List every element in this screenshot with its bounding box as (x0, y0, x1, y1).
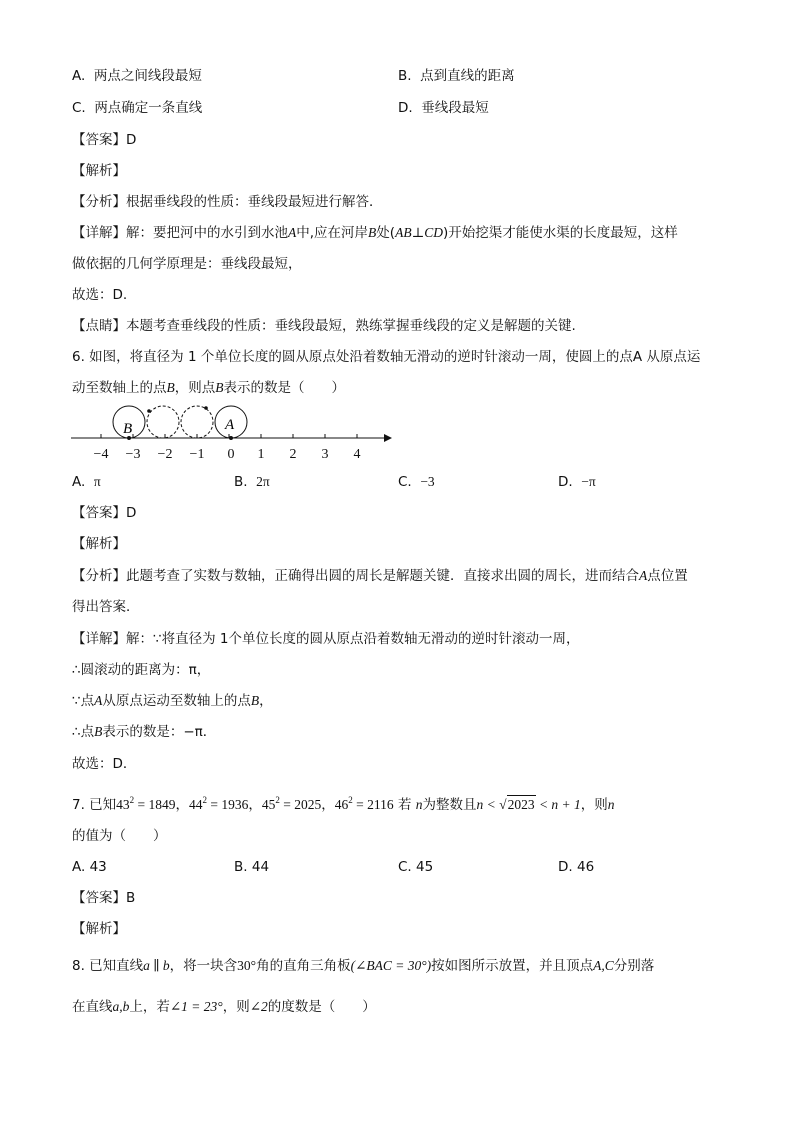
circle-rolling-2 (147, 406, 179, 438)
q5-answer: 【答案】D (72, 132, 137, 148)
q6-analysis-line-1 (72, 567, 688, 585)
math-var: n (415, 797, 423, 812)
sep: ， (175, 797, 190, 813)
circle-rolling-1 (181, 406, 213, 438)
text: ， (259, 693, 273, 709)
math-eq (116, 797, 175, 812)
q5-comment: 【点睛】本题考查垂线段的性质：垂线段最短，熟练掌握垂线段的定义是解题的关键. (72, 318, 576, 334)
tick-label: 1 (257, 447, 265, 462)
option-text: 垂线段最短 (421, 100, 489, 116)
text: ，则 (222, 999, 250, 1015)
base: 43 (116, 797, 130, 812)
text: ∴点 (72, 724, 95, 740)
q5-detail-line-1 (72, 224, 678, 242)
tick-label: −3 (125, 447, 141, 462)
option-label: D. (558, 474, 573, 490)
math-var: B (368, 225, 377, 240)
base: 46 (334, 797, 349, 812)
option-label: A. (72, 859, 86, 875)
q7-option-c (398, 858, 433, 876)
rolling-dot-1 (204, 406, 208, 410)
math-expr: < n + 1 (535, 797, 581, 812)
q5-analysis-heading: 【解析】 (72, 163, 126, 179)
q6-detail-line-2: ∴圆滚动的距离为：π， (72, 662, 211, 678)
point-b-label: B (123, 421, 133, 437)
text: 动至数轴上的点 (72, 380, 167, 396)
exponent: 2 (202, 795, 208, 805)
math-expr: a,b (112, 999, 130, 1014)
option-text: 44 (251, 859, 270, 875)
text: 分别落 (613, 958, 655, 974)
text: 按如图所示放置，并且顶点 (431, 958, 594, 974)
option-text: 两点之间线段最短 (93, 68, 202, 84)
q6-option-c (398, 473, 435, 491)
math-expr: n < (476, 797, 500, 812)
text: 角的直角三角板 (256, 958, 351, 974)
sqrt-expr: √2023 (499, 797, 535, 812)
text: 点位置 (647, 568, 688, 584)
value: = 2116 (352, 797, 394, 812)
point-a-label: A (225, 417, 235, 433)
text: 中,应在河岸 (296, 225, 369, 241)
q6-option-a (72, 473, 101, 491)
q5-choice: 故选：D. (72, 287, 128, 303)
text: 8. 已知直线 (72, 958, 144, 974)
q6-detail-line-4 (72, 723, 216, 741)
math-expr: A,C (593, 958, 614, 973)
option-label: C. (398, 474, 412, 490)
exponent: 2 (348, 795, 353, 805)
text: 表示的数是（ ） (223, 380, 345, 396)
q5-analysis: 【分析】根据垂线段的性质：垂线段最短进行解答． (72, 194, 383, 210)
q6-stem-line-2 (72, 379, 345, 397)
q7-stem-line-1 (72, 791, 615, 814)
option-label: C. (72, 100, 86, 116)
axis-arrow-icon (384, 434, 392, 442)
q6-option-b (234, 473, 270, 491)
math-var: A (639, 568, 648, 583)
q7-option-a (72, 858, 107, 876)
text: 的度数是（ ） (267, 999, 376, 1015)
text: 7. 已知 (72, 797, 117, 813)
text: 表示的数是：−π． (102, 724, 217, 740)
text: 在直线 (72, 999, 113, 1015)
math-expr: ∠1 = 23° (169, 999, 223, 1014)
option-label: D. (398, 100, 413, 116)
text: ，则 (580, 797, 608, 813)
text: ∵点 (72, 693, 95, 709)
sep: ， (321, 797, 335, 813)
math-expr: AB⊥CD (395, 225, 444, 240)
q7-option-d (558, 858, 594, 876)
base: 45 (261, 797, 276, 812)
option-label: B. (234, 859, 248, 875)
math-var: B (215, 380, 224, 395)
text: 若 (393, 797, 416, 813)
q6-answer: 【答案】D (72, 505, 137, 521)
rolling-dot-2 (147, 409, 151, 413)
math-eq (262, 797, 321, 812)
text: 从原点运动至数轴上的点 (102, 693, 251, 709)
sep: ， (248, 797, 262, 813)
q5-option-d (398, 99, 489, 117)
base: 44 (189, 797, 203, 812)
option-text: 点到直线的距离 (420, 68, 515, 84)
tick-label: 0 (227, 447, 235, 462)
value: = 1936 (207, 797, 249, 812)
q6-analysis-heading: 【解析】 (72, 536, 126, 552)
math-expr: ∠2 (249, 999, 268, 1014)
q6-choice: 故选：D． (72, 756, 137, 772)
option-text: 45 (416, 859, 434, 875)
q5-option-a (72, 67, 202, 85)
q7-analysis-heading: 【解析】 (72, 921, 126, 937)
math-eq (189, 797, 248, 812)
text: ，将一块含 (169, 958, 238, 974)
text: )开始挖渠才能使水渠的长度最短，这样 (443, 225, 678, 241)
tick-label: −4 (93, 447, 109, 462)
math-var: B (250, 693, 260, 708)
tick-label: 2 (289, 447, 297, 462)
number-line-figure (66, 404, 396, 466)
math-var: A (288, 225, 297, 240)
exponent: 2 (275, 795, 280, 805)
text: 处( (376, 225, 396, 241)
option-text: −3 (420, 474, 435, 489)
option-text: −π (581, 474, 596, 489)
q7-option-b (234, 858, 269, 876)
q6-detail-line-3 (72, 692, 273, 710)
tick-label: −1 (189, 447, 205, 462)
option-text: 43 (89, 859, 107, 875)
math-var: B (166, 380, 175, 395)
option-label: A. (72, 474, 86, 490)
option-label: A. (72, 68, 86, 84)
q5-option-b (398, 67, 515, 85)
option-label: B. (234, 474, 248, 490)
q8-stem-line-2 (72, 998, 376, 1016)
math-expr: (∠BAC = 30°) (350, 958, 432, 973)
text: ，则点 (174, 380, 216, 396)
q5-detail-line-2: 做依据的几何学原理是：垂线段最短， (72, 256, 302, 272)
q6-stem-line-1: 6. 如图，将直径为 1 个单位长度的圆从原点处沿着数轴无滑动的逆时针滚动一周，使圆上的点A 从原点运 (72, 349, 701, 365)
q7-answer: 【答案】B (72, 890, 136, 906)
tick-label: 3 (321, 447, 329, 462)
q6-option-d (558, 473, 596, 491)
q5-option-c (72, 99, 202, 117)
math-var: n (607, 797, 615, 812)
option-label: C. (398, 859, 412, 875)
option-label: B. (398, 68, 412, 84)
tick-label: 4 (353, 447, 361, 462)
tick-label: −2 (157, 447, 173, 462)
option-text: π (93, 474, 101, 489)
text: 上，若 (129, 999, 170, 1015)
math-expr: 30° (237, 958, 257, 973)
math-eq (335, 797, 394, 812)
q7-stem-line-2: 的值为（ ） (72, 828, 167, 844)
text: 【详解】解：要把河中的水引到水池 (72, 225, 288, 241)
point-a-dot (229, 436, 233, 440)
q6-detail-line-1: 【详解】解：∵将直径为 1个单位长度的圆从原点沿着数轴无滑动的逆时针滚动一周， (72, 631, 580, 647)
math-var: B (94, 724, 103, 739)
option-label: D. (558, 859, 573, 875)
option-text: 46 (576, 859, 595, 875)
math-expr: a ∥ b (143, 958, 170, 973)
option-text: 2π (256, 474, 270, 489)
text: 为整数且 (422, 797, 477, 813)
value: = 2025 (279, 797, 322, 812)
option-text: 两点确定一条直线 (94, 100, 203, 116)
q8-stem-line-1 (72, 957, 654, 975)
q6-analysis-line-2: 得出答案． (72, 599, 140, 615)
value: = 1849 (134, 797, 176, 812)
exponent: 2 (129, 795, 135, 805)
sqrt-radicand: 2023 (507, 797, 535, 812)
text: 【分析】此题考查了实数与数轴，正确得出圆的周长是解题关键．直接求出圆的周长，进而结合 (72, 568, 639, 584)
math-var: A (94, 693, 103, 708)
